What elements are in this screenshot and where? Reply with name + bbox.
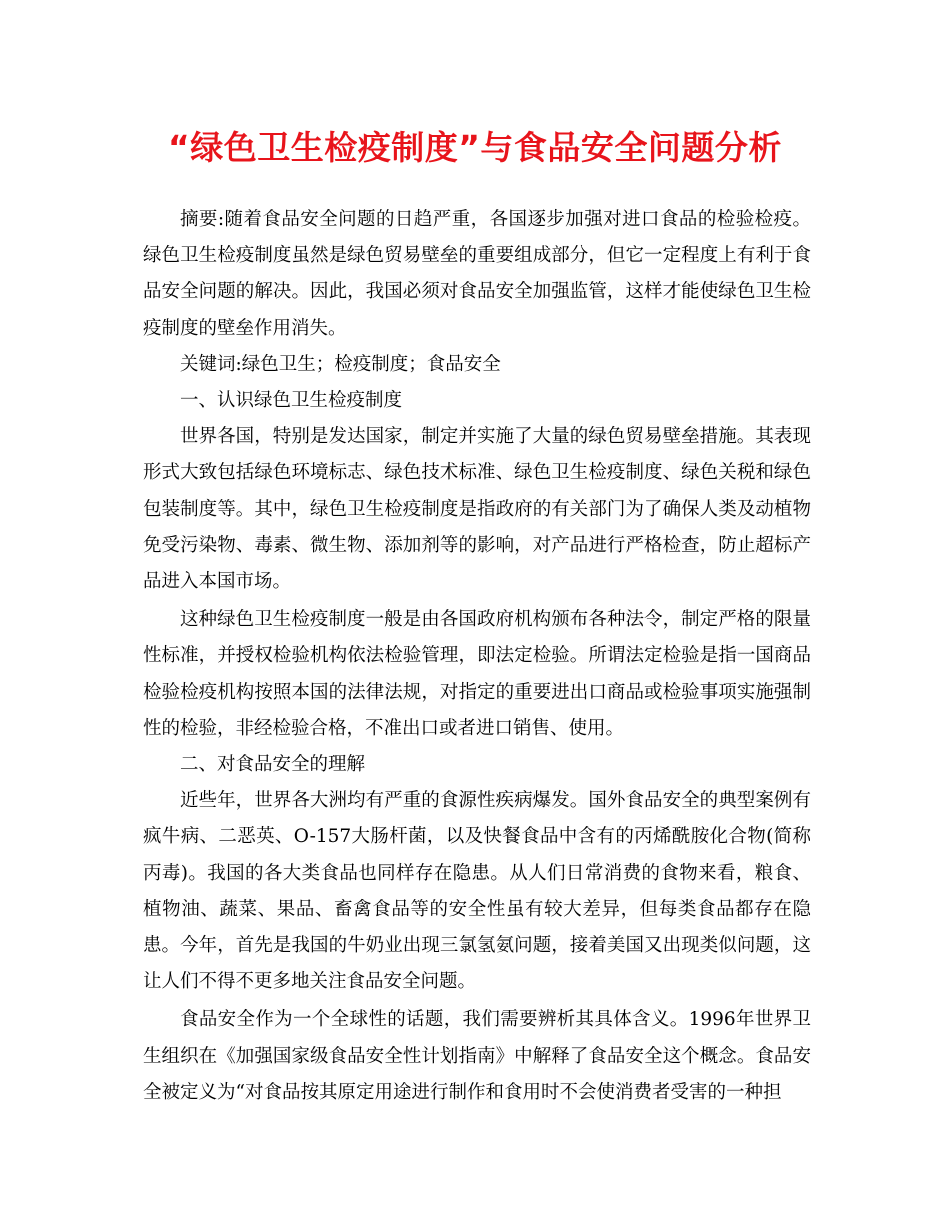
section-heading-2: 二、对食品安全的理解 xyxy=(180,754,366,776)
keywords-line: 关键词:绿色卫生；检疫制度；食品安全 xyxy=(180,353,501,375)
body-paragraph: 近些年，世界各大洲均有严重的食源性疾病爆发。国外食品安全的典型案例有疯牛病、二恶英、O-157大肠杆菌，以及快餐食品中含有的丙烯酰胺化合物(简称丙毒)。我国的各大类食品也同样存在隐患。从人们日常消费的食物来看，粮食、植物油、蔬菜、果品、畜禽食品等的安全性虽有较大差异，但每类食品都存在隐患。今年，首先是我国的牛奶业出现三氯氢氨问题，接着美国又出现类似问题，这让人们不得不更多地关注食品安全问题。 xyxy=(143,790,811,993)
body-paragraph: 世界各国，特别是发达国家，制定并实施了大量的绿色贸易壁垒措施。其表现形式大致包括绿色环境标志、绿色技术标准、绿色卫生检疫制度、绿色关税和绿色包装制度等。其中，绿色卫生检疫制度是指政府的有关部门为了确保人类及动植物免受污染物、毒素、微生物、添加剂等的影响，对产品进行严格检查，防止超标产品进入本国市场。 xyxy=(143,426,811,593)
document-title: “绿色卫生检疫制度”与食品安全问题分析 xyxy=(168,128,782,167)
abstract-paragraph: 摘要:随着食品安全问题的日趋严重，各国逐步加强对进口食品的检验检疫。绿色卫生检疫制度虽然是绿色贸易壁垒的重要组成部分，但它一定程度上有利于食品安全问题的解决。因此，我国必须对食品安全加强监管，这样才能使绿色卫生检疫制度的壁垒作用消失。 xyxy=(143,209,811,339)
body-paragraph: 这种绿色卫生检疫制度一般是由各国政府机构颁布各种法令，制定严格的限量性标准，并授权检验机构依法检验管理，即法定检验。所谓法定检验是指一国商品检验检疫机构按照本国的法律法规，对指定的重要进出口商品或检验事项实施强制性的检验，非经检验合格，不准出口或者进口销售、使用。 xyxy=(143,609,811,739)
document-body xyxy=(143,202,811,1111)
section-heading-1: 一、认识绿色卫生检疫制度 xyxy=(180,390,403,412)
body-paragraph: 食品安全作为一个全球性的话题，我们需要辨析其具体含义。1996年世界卫生组织在《加强国家级食品安全性计划指南》中解释了食品安全这个概念。食品安全被定义为“对食品按其原定用途进行制作和食用时不会使消费者受害的一种担 xyxy=(143,1009,811,1103)
